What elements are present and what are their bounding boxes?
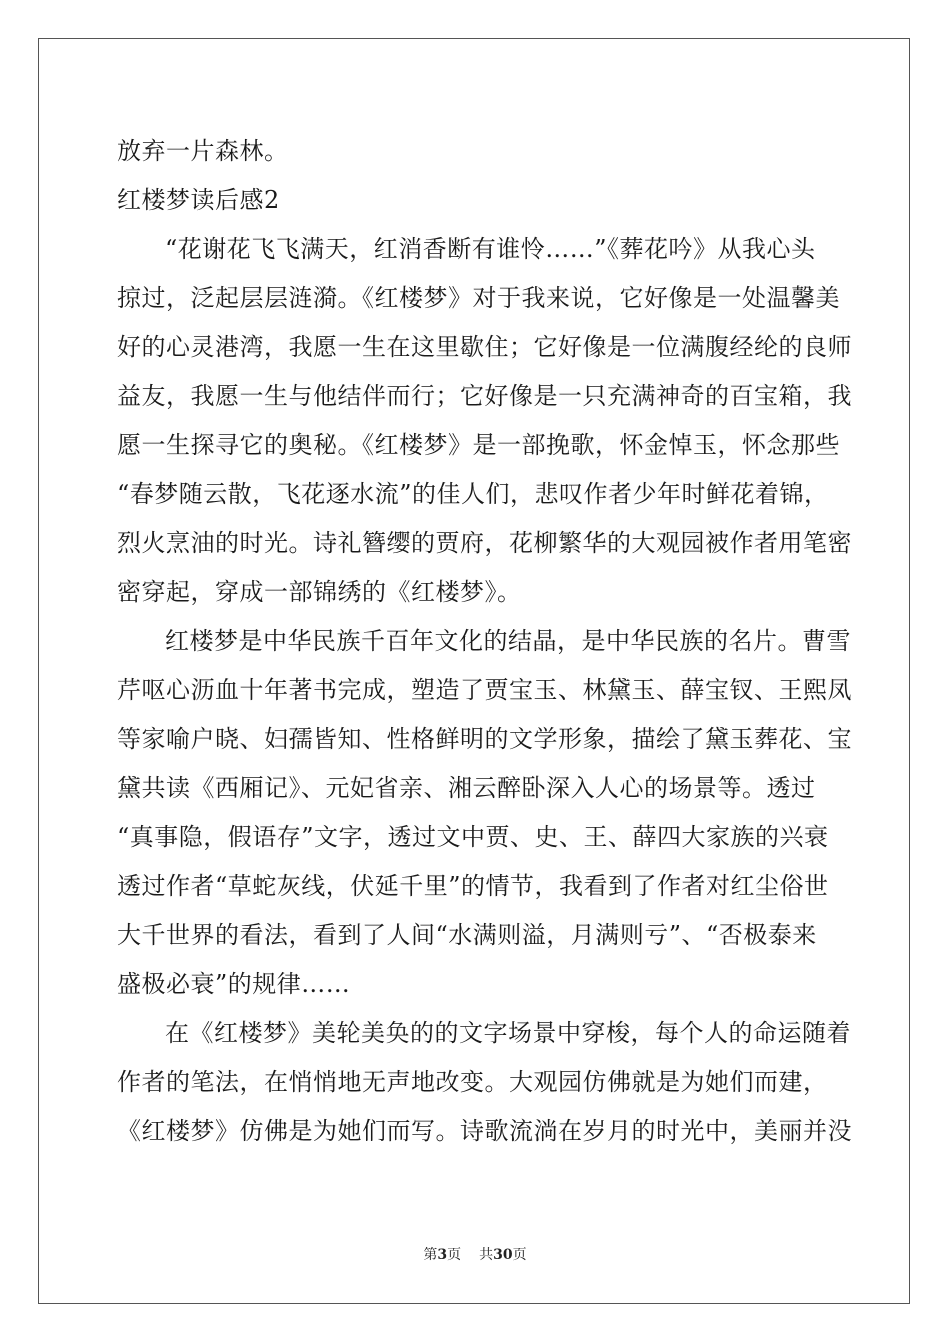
text-line: 芹呕心沥血十年著书完成，塑造了贾宝玉、林黛玉、薛宝钗、王熙凤 (117, 676, 852, 704)
text-line: 密穿起，穿成一部锦绣的《红楼梦》。 (117, 578, 522, 606)
footer-page-unit: 页 (447, 1247, 462, 1263)
text-line: “春梦随云散，飞花逐水流”的佳人们，悲叹作者少年时鲜花着锦， (117, 480, 829, 508)
text-line: 作者的笔法，在悄悄地无声地改变。大观园仿佛就是为她们而建， (117, 1068, 828, 1096)
page-footer (0, 1246, 950, 1264)
text-line: 黛共读《西厢记》、元妃省亲、湘云醉卧深入人心的场景等。透过 (117, 774, 816, 802)
current-page-number: 3 (437, 1247, 448, 1263)
text-line: 好的心灵港湾，我愿一生在这里歇住；它好像是一位满腹经纶的良师 (117, 333, 852, 361)
text-line: 愿一生探寻它的奥秘。《红楼梦》是一部挽歌，怀金悼玉，怀念那些 (117, 431, 840, 459)
text-line: 大千世界的看法，看到了人间“水满则溢，月满则亏”、“否极泰来 (117, 921, 817, 949)
text-line: 等家喻户晓、妇孺皆知、性格鲜明的文学形象，描绘了黛玉葬花、宝 (117, 725, 852, 753)
footer-prefix: 第 (423, 1247, 438, 1263)
text-line: 掠过，泛起层层涟漪。《红楼梦》对于我来说，它好像是一处温馨美 (117, 284, 840, 312)
text-line: 盛极必衰”的规律…… (117, 970, 351, 998)
page-border (38, 38, 910, 1304)
text-line: 烈火烹油的时光。诗礼簪缨的贾府，花柳繁华的大观园被作者用笔密 (117, 529, 852, 557)
text-line: 透过作者“草蛇灰线，伏延千里”的情节，我看到了作者对红尘俗世 (117, 872, 829, 900)
footer-total-unit: 页 (512, 1247, 527, 1263)
text-line: “花谢花飞飞满天，红消香断有谁怜……”《葬花吟》从我心头 (165, 235, 816, 263)
text-line: 红楼梦是中华民族千百年文化的结晶，是中华民族的名片。曹雪 (165, 627, 851, 655)
total-pages-number: 30 (493, 1247, 513, 1263)
footer-total-prefix: 共 (479, 1247, 494, 1263)
text-line: 《红楼梦》仿佛是为她们而写。诗歌流淌在岁月的时光中，美丽并没 (117, 1117, 852, 1145)
section-title: 红楼梦读后感2 (117, 186, 280, 214)
text-line: 益友，我愿一生与他结伴而行；它好像是一只充满神奇的百宝箱，我 (117, 382, 852, 410)
text-line: 放弃一片森林。 (117, 137, 289, 165)
text-line: “真事隐，假语存”文字，透过文中贾、史、王、薛四大家族的兴衰 (117, 823, 829, 851)
text-line: 在《红楼梦》美轮美奂的的文字场景中穿梭，每个人的命运随着 (165, 1019, 851, 1047)
